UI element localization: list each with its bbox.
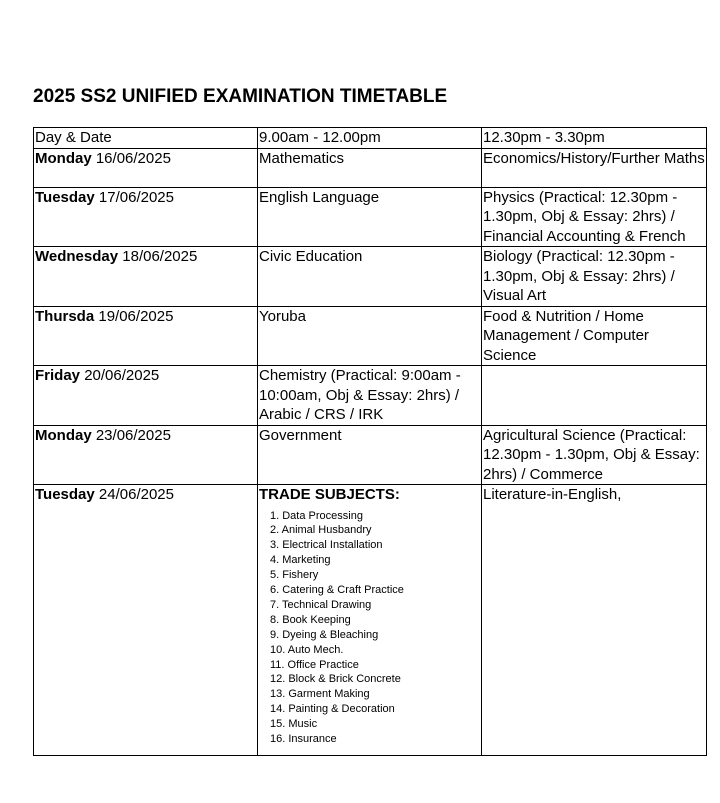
afternoon-cell: Agricultural Science (Practical: 12.30pm - 1.30pm, Obj & Essay: 2hrs) / Commerce <box>482 425 707 485</box>
afternoon-cell: Food & Nutrition / Home Management / Computer Science <box>482 306 707 366</box>
day-date-cell <box>34 366 258 426</box>
day-date-cell <box>34 425 258 485</box>
day-label: Wednesday <box>35 248 119 265</box>
day-label: Tuesday <box>35 188 95 206</box>
morning-cell <box>258 485 482 756</box>
list-item: 15. Music <box>270 718 318 731</box>
afternoon-cell <box>482 366 707 426</box>
morning-cell: Chemistry (Practical: 9:00am - 10:00am, Obj & Essay: 2hrs) / Arabic / CRS / IRK <box>258 366 482 426</box>
trade-subjects-heading: TRADE SUBJECTS: <box>259 486 400 503</box>
page-title: 2025 SS2 UNIFIED EXAMINATION TIMETABLE <box>33 86 448 107</box>
morning-cell: Yoruba <box>258 306 482 366</box>
table-row <box>34 306 707 366</box>
date-label: 24/06/2025 <box>98 486 174 503</box>
morning-cell: Civic Education <box>258 247 482 307</box>
list-item: 16. Insurance <box>270 733 337 746</box>
afternoon-cell: Literature-in-English, <box>482 485 707 756</box>
list-item: 5. Fishery <box>270 569 319 582</box>
list-item: 10. Auto Mech. <box>270 643 344 656</box>
date-label: 16/06/2025 <box>95 149 171 167</box>
date-label: 19/06/2025 <box>98 307 174 325</box>
morning-cell: English Language <box>258 187 482 247</box>
list-item: 13. Garment Making <box>270 688 370 701</box>
table-row <box>34 485 707 756</box>
table-row <box>34 425 707 485</box>
morning-cell: Government <box>258 425 482 485</box>
list-item: 6. Catering & Craft Practice <box>270 584 404 597</box>
header-morning: 9.00am - 12.00pm <box>258 128 482 149</box>
list-item: 8. Book Keeping <box>270 613 351 626</box>
list-item: 2. Animal Husbandry <box>270 524 372 537</box>
day-label: Monday <box>35 149 92 167</box>
list-item: 11. Office Practice <box>270 658 359 671</box>
day-label: Tuesday <box>35 486 95 503</box>
day-date-cell <box>34 306 258 366</box>
list-item: 14. Painting & Decoration <box>270 703 395 716</box>
list-item: 3. Electrical Installation <box>270 539 383 552</box>
list-item: 1. Data Processing <box>270 509 363 522</box>
date-label: 20/06/2025 <box>84 367 160 384</box>
header-day-date: Day & Date <box>34 128 258 149</box>
table-row <box>34 366 707 426</box>
list-item: 12. Block & Brick Concrete <box>270 673 401 686</box>
day-date-cell <box>34 148 258 187</box>
timetable <box>33 127 707 756</box>
afternoon-cell: Biology (Practical: 12.30pm - 1.30pm, Obj & Essay: 2hrs) / Visual Art <box>482 247 707 307</box>
date-label: 17/06/2025 <box>98 188 174 206</box>
day-date-cell <box>34 187 258 247</box>
date-label: 23/06/2025 <box>95 426 171 444</box>
list-item: 9. Dyeing & Bleaching <box>270 628 379 641</box>
table-row <box>34 148 707 187</box>
table-row <box>34 247 707 307</box>
list-item: 7. Technical Drawing <box>270 598 372 611</box>
header-afternoon: 12.30pm - 3.30pm <box>482 128 707 149</box>
day-date-cell <box>34 247 258 307</box>
trade-subjects-list <box>259 509 481 748</box>
table-row <box>34 187 707 247</box>
list-item: 4. Marketing <box>270 554 331 567</box>
day-label: Friday <box>35 367 81 384</box>
header-row <box>34 128 707 149</box>
afternoon-cell: Economics/History/Further Maths <box>482 148 707 187</box>
afternoon-cell: Physics (Practical: 12.30pm - 1.30pm, Obj & Essay: 2hrs) / Financial Accounting & French <box>482 187 707 247</box>
morning-cell: Mathematics <box>258 148 482 187</box>
date-label: 18/06/2025 <box>122 248 198 265</box>
day-label: Monday <box>35 426 92 444</box>
day-date-cell <box>34 485 258 756</box>
day-label: Thursda <box>35 307 95 325</box>
